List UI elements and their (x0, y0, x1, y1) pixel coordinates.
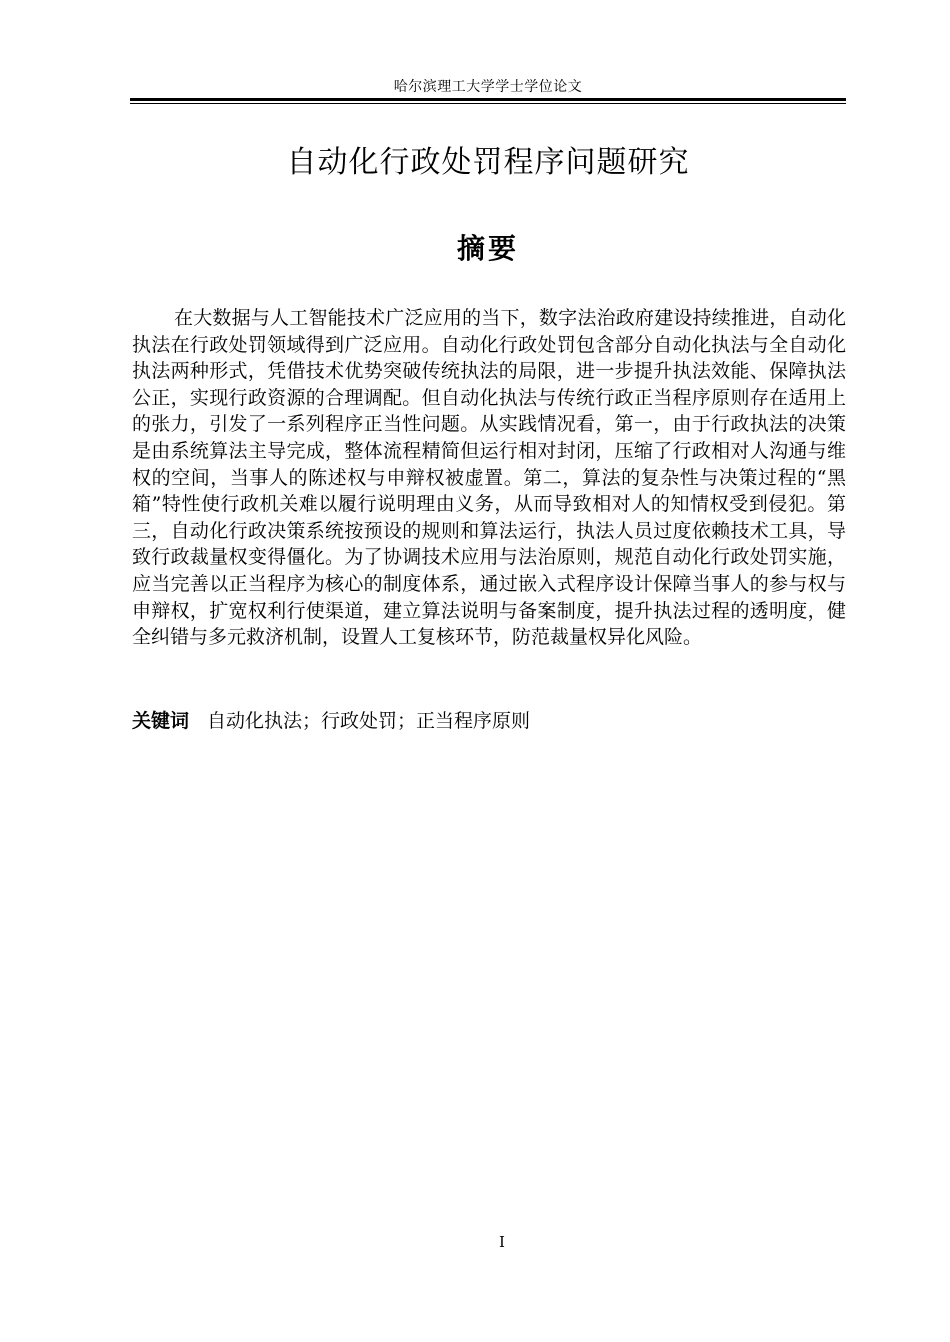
abstract-body: 在大数据与人工智能技术广泛应用的当下，数字法治政府建设持续推进，自动化执法在行政处罚领域得到广泛应用。自动化行政处罚包含部分自动化执法与全自动化执法两种形式，凭借技术优势突破传统执法的局限，进一步提升执法效能、保障执法公正，实现行政资源的合理调配。但自动化执法与传统行政正当程序原则存在适用上的张力，引发了一系列程序正当性问题。从实践情况看，第一，由于行政执法的决策是由系统算法主导完成，整体流程精简但运行相对封闭，压缩了行政相对人沟通与维权的空间，当事人的陈述权与申辩权被虚置。第二，算法的复杂性与决策过程的“黑箱”特性使行政机关难以履行说明理由义务，从而导致相对人的知情权受到侵犯。第三，自动化行政决策系统按预设的规则和算法运行，执法人员过度依赖技术工具，导致行政裁量权变得僵化。为了协调技术应用与法治原则，规范自动化行政处罚实施，应当完善以正当程序为核心的制度体系，通过嵌入式程序设计保障当事人的参与权与申辩权，扩宽权利行使渠道，建立算法说明与备案制度，提升执法过程的透明度，健全纠错与多元救济机制，设置人工复核环节，防范裁量权异化风险。 (132, 307, 846, 649)
keywords-line (132, 707, 846, 735)
running-header: 哈尔滨理工大学学士学位论文 (393, 79, 583, 95)
header-rule-thick (130, 98, 846, 101)
thesis-title: 自动化行政处罚程序问题研究 (286, 145, 690, 180)
keywords-text: 自动化执法；行政处罚；正当程序原则 (207, 710, 531, 732)
keywords-label: 关键词 (132, 710, 190, 732)
header-rule-thin (130, 103, 846, 104)
page-number: I (499, 1233, 505, 1251)
abstract-heading: 摘要 (456, 232, 519, 265)
